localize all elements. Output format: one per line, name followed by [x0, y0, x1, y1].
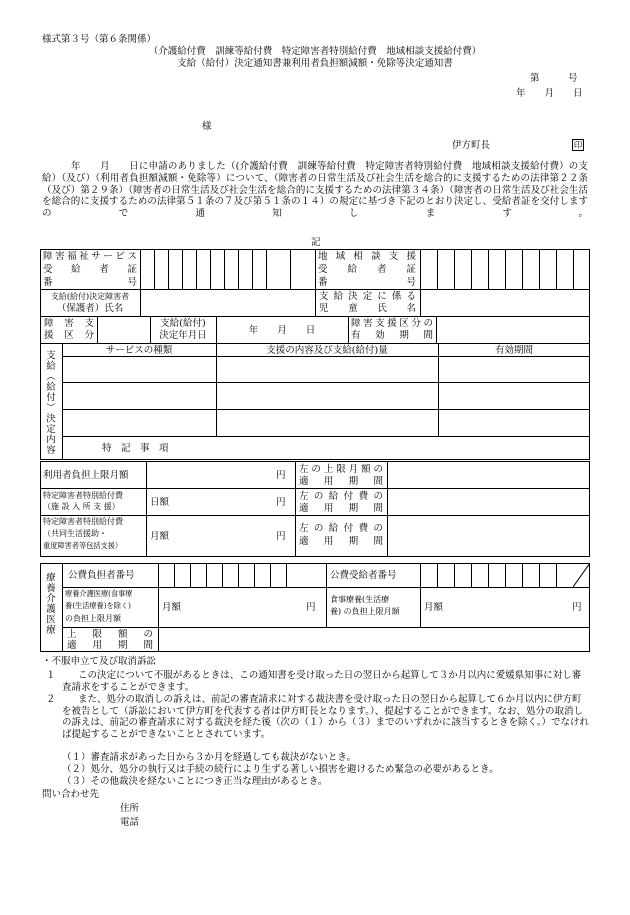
- form-number: 様式第３号（第６条関係）: [42, 34, 157, 45]
- meal-cap-label-2: 養) の負担上限月額: [330, 607, 400, 616]
- burden-cap-label: 利用者負担上限月額: [43, 470, 129, 481]
- medical-cap-label-3: の負担上限月額: [65, 614, 121, 623]
- official-seal-mark: 印: [573, 141, 583, 151]
- appeal-item-1-text: この決定について不服があるときは、この通知書を受け取った日の翌日から起算して３か月以内に愛媛県知事に対し審査請求をすることができます。: [62, 670, 582, 693]
- decided-person-label-2: （保護者）氏名: [56, 303, 124, 314]
- decided-person-label-1: 支給(給付)決定障害者: [50, 292, 130, 301]
- appeal-sub-item-1: （１）審査請求があった日から３か月を経過しても裁決がないとき。: [62, 752, 357, 763]
- remarks-label: 特 記 事 項: [102, 443, 169, 454]
- meal-cap-label-1: 食事療養(生活療: [330, 595, 390, 604]
- addressee-suffix: 様: [202, 121, 212, 132]
- notice-body-text: 年 月 日に申請のありました（(介護給付費 訓練等給付費 特定障害者特別給付費 地域相談支援給付費）の支給）（及び）（利用者負担額減額・免除等）について、（障害者の日常生活及び社会生活を総合的に支援するための法律第２２条（及び）第２９条）（障害者の日常生活及び社会生活を総合的に支援するための法律第３４条）（障害者の日常生活及び社会生活を総合的に支援するための法律第５１条の７及び第５１条の１４）の規定に基づき下記のとおり決定し、受給者証を交付しますので通知します。: [42, 161, 588, 220]
- medical-monthly-label: 月額: [162, 602, 182, 613]
- facility-benefit-period-1: 左 の 給 付 費 の: [299, 491, 383, 502]
- form-title: 支給（給付）決定通知書兼利用者負担額減額・免除等決定通知書: [177, 58, 453, 69]
- recipient-number-label-2: 受 給 者 証: [43, 264, 137, 275]
- public-payer-number-label: 公費負担者番号: [68, 570, 135, 581]
- appeal-heading: ・不服申立て及び取消訴訟: [42, 656, 157, 667]
- facility-benefit-period-2: 適 用 期 間: [299, 503, 383, 514]
- facility-daily-yen: 円: [276, 497, 286, 508]
- notice-number: 第 号: [530, 73, 578, 84]
- meal-monthly-label: 月額: [424, 602, 444, 613]
- group-living-benefit-period-2: 適 用 期 間: [299, 536, 383, 547]
- regional-number-label-1: 地 域 相 談 支 援: [318, 251, 416, 262]
- group-living-monthly-yen: 円: [276, 531, 286, 542]
- disability-category-label-1: 障 害 支: [44, 318, 94, 329]
- decision-content-side-label: 支給（給付）決定内容: [44, 350, 55, 455]
- issuer-name: 伊方町長: [452, 140, 491, 151]
- category-period-label-1: 障害支援区分の: [351, 318, 433, 329]
- facility-daily-label: 日額: [150, 497, 170, 508]
- appeal-item-2-text: また、処分の取消しの訴えは、前記の審査請求に対する裁決書を受け取った日の翌日から起算して６か月以内に伊方町を被告として（訴訟において伊方町を代表する者は伊方町長となります。）、提起することができます。なお、処分の取消しの訴えは、前記の審査請求に対する裁決を経た後（次の（１）から（３）までのいずれかに該当するときを除く。）でなければ提起することができないこととされています。: [62, 694, 590, 740]
- group-living-monthly-label: 月額: [150, 531, 170, 542]
- support-content-column-header: 支援の内容及び支給(給付)量: [266, 345, 388, 356]
- burden-cap-yen: 円: [276, 470, 286, 481]
- appeal-sub-item-3: （３）その他裁決を経ないことにつき正当な理由があるとき。: [62, 776, 328, 787]
- decision-date-label-1: 支給(給付): [160, 318, 206, 329]
- cap-period-label-2: 適 用 期 間: [299, 476, 383, 487]
- contact-address-label: 住所: [120, 803, 140, 814]
- public-recipient-number-label: 公費受給者番号: [330, 570, 397, 581]
- valid-period-column-header: 有効期間: [494, 345, 533, 356]
- ki-heading: 記: [311, 237, 321, 248]
- appeal-item-2-number: ２: [46, 694, 56, 705]
- child-name-label-2: 児 童 氏 名: [319, 303, 416, 314]
- facility-benefit-label-1: 特定障害者特別給付費: [43, 491, 123, 500]
- recipient-number-label-3: 番 号: [43, 277, 137, 288]
- category-period-label-2: 有 効 期 間: [351, 330, 433, 341]
- appeal-item-1-number: １: [46, 670, 56, 681]
- medical-cap-label-1: 療養介護医療(食事療: [65, 589, 133, 598]
- group-living-benefit-label-3: 重度障害者等包括支援）: [43, 541, 123, 550]
- child-name-label-1: 支給決定に係る: [319, 291, 416, 302]
- appeal-sub-item-2: （２）処分、処分の執行又は手続の続行により生ずる著しい損害を避けるため緊急の必要があるとき。: [62, 764, 499, 775]
- decision-date-value: 年 月 日: [248, 325, 316, 336]
- cap-period-label-1: 左の上限月額の: [299, 464, 383, 475]
- group-living-benefit-label-2: （共同生活援助・: [43, 529, 107, 538]
- regional-number-label-2: 受 給 者 証: [318, 264, 416, 275]
- limit-period-label-2: 適 用 期 間: [67, 640, 153, 651]
- meal-monthly-yen: 円: [572, 602, 582, 613]
- service-type-column-header: サービスの種類: [105, 345, 173, 356]
- limit-period-label-1: 上 限 額 の: [67, 629, 153, 640]
- facility-benefit-label-2: （施 設 入 所 支 援）: [43, 502, 120, 511]
- notice-date: 年 月 日: [516, 88, 583, 99]
- contact-heading: 問い合わせ先: [42, 789, 100, 800]
- group-living-benefit-label-1: 特定障害者特別給付費: [43, 517, 123, 526]
- decision-date-label-2: 決定年月日: [159, 330, 207, 341]
- regional-number-label-3: 番 号: [318, 277, 416, 288]
- recipient-number-label-1: 障害福祉サービス: [43, 251, 137, 262]
- medical-monthly-yen: 円: [306, 602, 316, 613]
- group-living-benefit-period-1: 左 の 給 付 費 の: [299, 523, 383, 534]
- contact-phone-label: 電話: [120, 817, 140, 828]
- form-subtitle: （介護給付費 訓練等給付費 特定障害者特別給付費 地域相談支援給付費）: [148, 46, 482, 57]
- medical-cap-label-2: 養(生活療養)を除く): [65, 601, 131, 610]
- medical-care-side-label: 療養介護医療: [44, 572, 55, 635]
- disability-category-label-2: 援 区 分: [44, 330, 94, 341]
- diagonal-cell-mark: [573, 563, 590, 587]
